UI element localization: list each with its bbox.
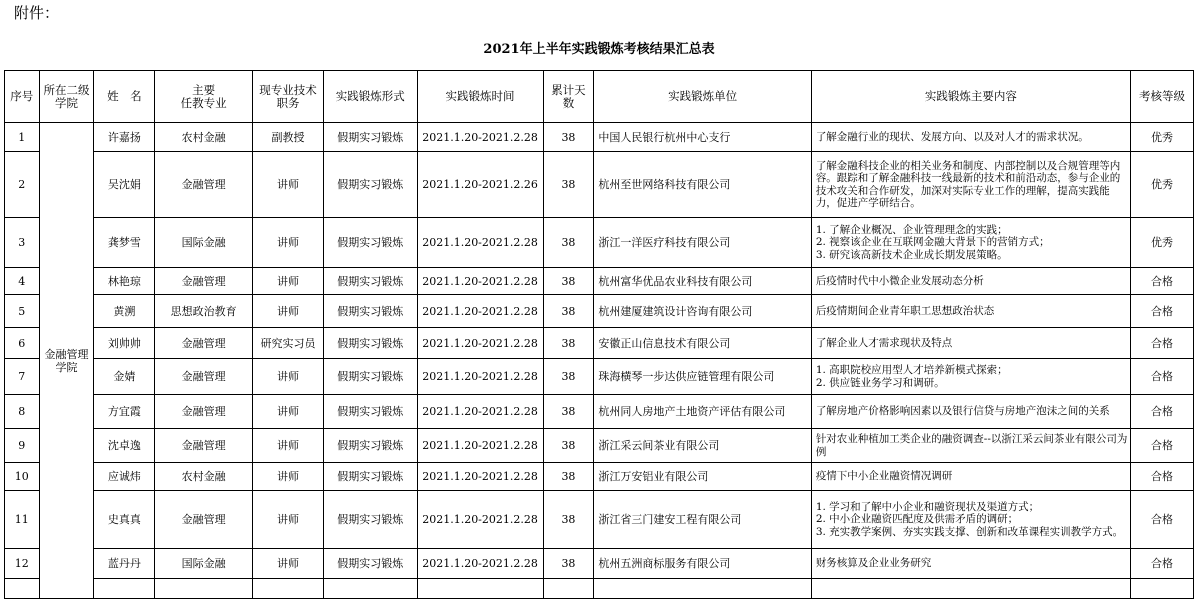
assessment-grade: 合格 <box>1130 359 1193 395</box>
practice-content: 1. 高职院校应用型人才培养新模式探索； 2. 供应链业务学习和调研。 <box>811 359 1130 395</box>
teacher-name: 龚梦雪 <box>94 218 155 268</box>
teacher-name: 黄溯 <box>94 295 155 328</box>
title-position: 讲师 <box>252 395 323 429</box>
practice-form: 假期实习锻炼 <box>324 549 417 579</box>
assessment-grade: 优秀 <box>1130 123 1193 152</box>
row-number: 4 <box>5 268 40 295</box>
header-days: 累计天数 <box>543 71 594 123</box>
practice-time: 2021.1.20-2021.2.28 <box>417 218 543 268</box>
teaching-major: 金融管理 <box>155 429 253 463</box>
practice-time: 2021.1.20-2021.2.28 <box>417 549 543 579</box>
practice-form: 假期实习锻炼 <box>324 218 417 268</box>
practice-days: 38 <box>543 295 594 328</box>
practice-time: 2021.1.20-2021.2.28 <box>417 123 543 152</box>
practice-unit: 浙江万安铝业有限公司 <box>594 463 811 491</box>
practice-unit: 杭州同人房地产土地资产评估有限公司 <box>594 395 811 429</box>
practice-content: 针对农业种植加工类企业的融资调查--以浙江采云间茶业有限公司为例 <box>811 429 1130 463</box>
header-content: 实践锻炼主要内容 <box>811 71 1130 123</box>
empty-cell <box>155 579 253 599</box>
table-row <box>5 328 1194 359</box>
table-row <box>5 463 1194 491</box>
practice-content: 了解企业人才需求现状及特点 <box>811 328 1130 359</box>
table-row <box>5 549 1194 579</box>
empty-cell <box>811 579 1130 599</box>
assessment-grade: 合格 <box>1130 328 1193 359</box>
table-row <box>5 395 1194 429</box>
practice-unit: 杭州建厦建筑设计咨询有限公司 <box>594 295 811 328</box>
table-title: 2021年上半年实践锻炼考核结果汇总表 <box>483 42 715 57</box>
assessment-grade: 合格 <box>1130 549 1193 579</box>
table-row <box>5 152 1194 218</box>
empty-cell <box>543 579 594 599</box>
teacher-name: 许嘉扬 <box>94 123 155 152</box>
title-position: 讲师 <box>252 359 323 395</box>
practice-form: 假期实习锻炼 <box>324 491 417 549</box>
practice-content: 1. 学习和了解中小企业和融资现状及渠道方式； 2. 中小企业融资匹配度及供需矛盾的调研； 3. 充实教学案例、夯实实践支撑、创新和改革课程实训教学方式。 <box>811 491 1130 549</box>
practice-time: 2021.1.20-2021.2.28 <box>417 295 543 328</box>
teacher-name: 金婧 <box>94 359 155 395</box>
practice-days: 38 <box>543 123 594 152</box>
practice-unit: 浙江一洋医疗科技有限公司 <box>594 218 811 268</box>
practice-days: 38 <box>543 268 594 295</box>
teacher-name: 刘帅帅 <box>94 328 155 359</box>
practice-form: 假期实习锻炼 <box>324 395 417 429</box>
college-cell: 金融管理学院 <box>39 123 94 599</box>
teacher-name: 沈卓逸 <box>94 429 155 463</box>
table-row <box>5 359 1194 395</box>
teacher-name: 应诚炜 <box>94 463 155 491</box>
practice-unit: 杭州五洲商标服务有限公司 <box>594 549 811 579</box>
teacher-name: 吴沈娟 <box>94 152 155 218</box>
practice-unit: 中国人民银行杭州中心支行 <box>594 123 811 152</box>
practice-days: 38 <box>543 395 594 429</box>
teaching-major: 农村金融 <box>155 123 253 152</box>
title-position: 讲师 <box>252 218 323 268</box>
title-position: 讲师 <box>252 295 323 328</box>
table-row <box>5 491 1194 549</box>
title-position: 讲师 <box>252 268 323 295</box>
practice-time: 2021.1.20-2021.2.28 <box>417 429 543 463</box>
header-grade: 考核等级 <box>1130 71 1193 123</box>
practice-content: 后疫情期间企业青年职工思想政治状态 <box>811 295 1130 328</box>
practice-unit: 安徽正山信息技术有限公司 <box>594 328 811 359</box>
attachment-label: 附件： <box>14 4 60 22</box>
practice-form: 假期实习锻炼 <box>324 429 417 463</box>
practice-form: 假期实习锻炼 <box>324 295 417 328</box>
teaching-major: 国际金融 <box>155 549 253 579</box>
table-body <box>5 123 1194 599</box>
practice-content: 财务核算及企业业务研究 <box>811 549 1130 579</box>
practice-time: 2021.1.20-2021.2.28 <box>417 463 543 491</box>
row-number: 6 <box>5 328 40 359</box>
practice-days: 38 <box>543 218 594 268</box>
practice-unit: 杭州至世网络科技有限公司 <box>594 152 811 218</box>
practice-unit: 浙江省三门建安工程有限公司 <box>594 491 811 549</box>
teaching-major: 国际金融 <box>155 218 253 268</box>
title-position: 研究实习员 <box>252 328 323 359</box>
assessment-grade: 合格 <box>1130 395 1193 429</box>
teacher-name: 方宜霞 <box>94 395 155 429</box>
row-number: 12 <box>5 549 40 579</box>
teaching-major: 金融管理 <box>155 491 253 549</box>
header-major: 主要 任教专业 <box>155 71 253 123</box>
row-number: 2 <box>5 152 40 218</box>
results-table <box>4 70 1194 599</box>
practice-time: 2021.1.20-2021.2.28 <box>417 359 543 395</box>
practice-content: 了解金融行业的现状、发展方向、以及对人才的需求状况。 <box>811 123 1130 152</box>
teaching-major: 金融管理 <box>155 152 253 218</box>
practice-form: 假期实习锻炼 <box>324 268 417 295</box>
title-position: 讲师 <box>252 463 323 491</box>
practice-days: 38 <box>543 429 594 463</box>
practice-time: 2021.1.20-2021.2.28 <box>417 491 543 549</box>
practice-unit: 杭州富华优品农业科技有限公司 <box>594 268 811 295</box>
header-time: 实践锻炼时间 <box>417 71 543 123</box>
practice-content: 后疫情时代中小微企业发展动态分析 <box>811 268 1130 295</box>
title-position: 讲师 <box>252 152 323 218</box>
header-position: 现专业技术 职务 <box>252 71 323 123</box>
teaching-major: 金融管理 <box>155 359 253 395</box>
practice-unit: 浙江采云间茶业有限公司 <box>594 429 811 463</box>
practice-time: 2021.1.20-2021.2.26 <box>417 152 543 218</box>
title-position: 讲师 <box>252 549 323 579</box>
assessment-grade: 优秀 <box>1130 152 1193 218</box>
practice-form: 假期实习锻炼 <box>324 463 417 491</box>
row-number: 10 <box>5 463 40 491</box>
teacher-name: 蓝丹丹 <box>94 549 155 579</box>
header-form: 实践锻炼形式 <box>324 71 417 123</box>
table-row <box>5 218 1194 268</box>
empty-cell <box>324 579 417 599</box>
empty-cell <box>417 579 543 599</box>
title-position: 讲师 <box>252 429 323 463</box>
header-college: 所在二级 学院 <box>39 71 94 123</box>
table-row <box>5 295 1194 328</box>
table-row <box>5 579 1194 599</box>
practice-content: 了解房地产价格影响因素以及银行信贷与房地产泡沫之间的关系 <box>811 395 1130 429</box>
teaching-major: 农村金融 <box>155 463 253 491</box>
practice-form: 假期实习锻炼 <box>324 123 417 152</box>
assessment-grade: 合格 <box>1130 295 1193 328</box>
row-number: 5 <box>5 295 40 328</box>
row-number: 11 <box>5 491 40 549</box>
row-number: 1 <box>5 123 40 152</box>
practice-days: 38 <box>543 359 594 395</box>
title-position: 讲师 <box>252 491 323 549</box>
row-number: 9 <box>5 429 40 463</box>
header-name: 姓 名 <box>94 71 155 123</box>
practice-days: 38 <box>543 463 594 491</box>
practice-days: 38 <box>543 549 594 579</box>
practice-time: 2021.1.20-2021.2.28 <box>417 395 543 429</box>
practice-unit: 珠海横琴一步达供应链管理有限公司 <box>594 359 811 395</box>
practice-days: 38 <box>543 152 594 218</box>
practice-content: 1. 了解企业概况、企业管理理念的实践； 2. 视察该企业在互联网金融大背景下的营销方式； 3. 研究该高新技术企业成长期发展策略。 <box>811 218 1130 268</box>
row-number: 3 <box>5 218 40 268</box>
title-position: 副教授 <box>252 123 323 152</box>
practice-form: 假期实习锻炼 <box>324 359 417 395</box>
header-unit: 实践锻炼单位 <box>594 71 811 123</box>
empty-cell <box>94 579 155 599</box>
table-row <box>5 123 1194 152</box>
practice-content: 疫情下中小企业融资情况调研 <box>811 463 1130 491</box>
table-row <box>5 268 1194 295</box>
empty-cell <box>594 579 811 599</box>
empty-cell <box>252 579 323 599</box>
assessment-grade: 合格 <box>1130 491 1193 549</box>
assessment-grade: 合格 <box>1130 429 1193 463</box>
teaching-major: 金融管理 <box>155 268 253 295</box>
practice-days: 38 <box>543 328 594 359</box>
row-number: 8 <box>5 395 40 429</box>
teaching-major: 思想政治教育 <box>155 295 253 328</box>
assessment-grade: 合格 <box>1130 268 1193 295</box>
teaching-major: 金融管理 <box>155 328 253 359</box>
practice-time: 2021.1.20-2021.2.28 <box>417 328 543 359</box>
header-row <box>5 71 1194 123</box>
practice-form: 假期实习锻炼 <box>324 328 417 359</box>
practice-time: 2021.1.20-2021.2.28 <box>417 268 543 295</box>
header-no: 序号 <box>5 71 40 123</box>
practice-form: 假期实习锻炼 <box>324 152 417 218</box>
teacher-name: 史真真 <box>94 491 155 549</box>
teaching-major: 金融管理 <box>155 395 253 429</box>
assessment-grade: 优秀 <box>1130 218 1193 268</box>
teacher-name: 林艳琼 <box>94 268 155 295</box>
table-row <box>5 429 1194 463</box>
empty-cell <box>1130 579 1193 599</box>
assessment-grade: 合格 <box>1130 463 1193 491</box>
practice-content: 了解金融科技企业的相关业务和制度、内部控制以及合规管理等内容。跟踪和了解金融科技一线最新的技术和前沿动态，参与企业的技术攻关和合作研发，加深对实际专业工作的理解，提高实践能力，促进产学研结合。 <box>811 152 1130 218</box>
practice-days: 38 <box>543 491 594 549</box>
row-number: 7 <box>5 359 40 395</box>
empty-cell <box>5 579 40 599</box>
